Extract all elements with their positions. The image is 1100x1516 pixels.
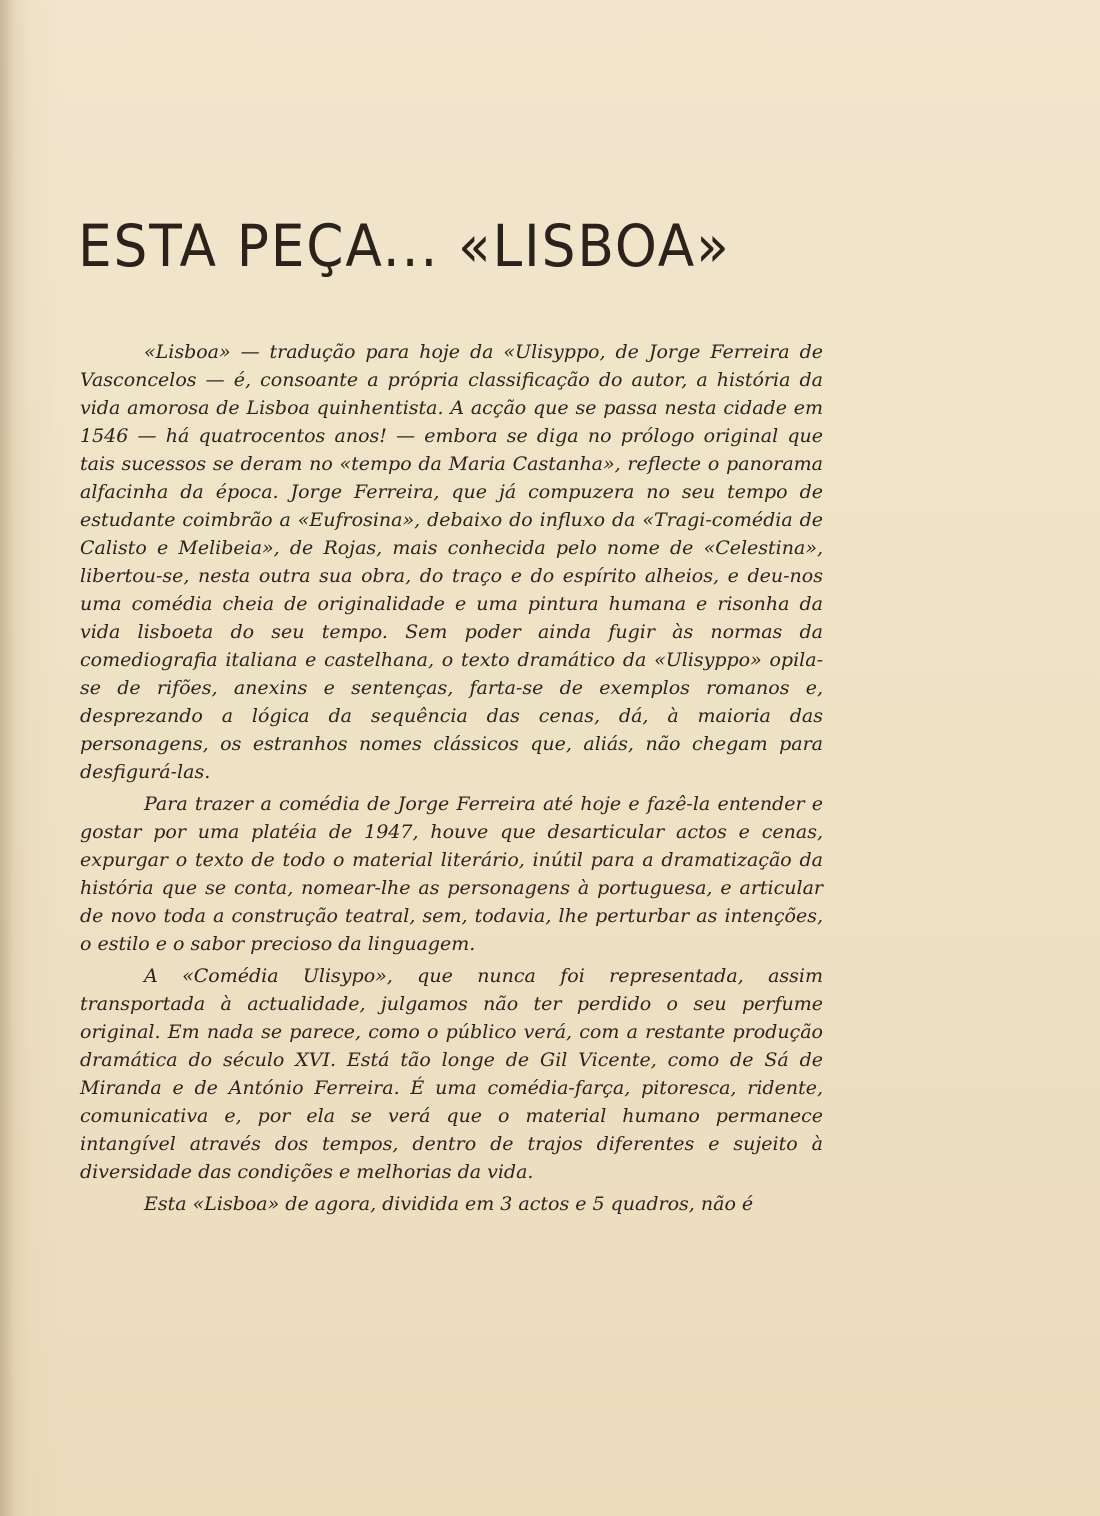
paragraph-4: Esta «Lisboa» de agora, dividida em 3 actos e 5 quadros, não é [144, 1193, 754, 1215]
paragraph-2: Para trazer a comédia de Jorge Ferreira até hoje e fazê-la entender e gostar por uma platéia de 1947, houve que desarticular actos e cenas, expurgar o texto de todo o material literário, inútil para a dramatização da história que se conta, nomear-lhe as personagens à portuguesa, e articular de novo toda a construção teatral, sem, todavia, lhe perturbar as intenções, o estilo e o sabor precioso da linguagem. [80, 793, 823, 955]
paragraph-1: «Lisboa» — tradução para hoje da «Ulisyppo, de Jorge Ferreira de Vasconcelos — é, consoante a própria classificação do autor, a história da vida amorosa de Lisboa quinhentista. A acção que se passa nesta cidade em 1546 — há quatrocentos anos! — embora se diga no prólogo original que tais sucessos se deram no «tempo da Maria Castanha», reflecte o panorama alfacinha da época. Jorge Ferreira, que já compuzera no seu tempo de estudante coimbrão a «Eufrosina», debaixo do influxo da «Tragi-comédia de Calisto e Melibeia», de Rojas, mais conhecida pelo nome de «Celestina», libertou-se, nesta outra sua obra, do traço e do espírito alheios, e deu-nos uma comédia cheia de originalidade e uma pintura humana e risonha da vida lisboeta do seu tempo. Sem poder ainda fugir às normas da comediografia italiana e castelhana, o texto dramático da «Ulisyppo» opila-se de rifões, anexins e sentenças, farta-se de exemplos romanos e, desprezando a lógica da sequência das cenas, dá, à maioria das personagens, os estranhos nomes clássicos que, aliás, não chegam para desfigurá-las. [80, 341, 823, 783]
binding-shadow [0, 0, 14, 1516]
body-text [80, 338, 823, 1222]
page-title: ESTA PEÇA... «LISBOA» [78, 212, 731, 280]
paragraph-3: A «Comédia Ulisypo», que nunca foi representada, assim transportada à actualidade, julgamos não ter perdido o seu perfume original. Em nada se parece, como o público verá, com a restante produção dramática do século XVI. Está tão longe de Gil Vicente, como de Sá de Miranda e de António Ferreira. É uma comédia-farça, pitoresca, ridente, comunicativa e, por ela se verá que o material humano permanece intangível através dos tempos, dentro de trajos diferentes e sujeito à diversidade das condições e melhorias da vida. [80, 965, 823, 1183]
